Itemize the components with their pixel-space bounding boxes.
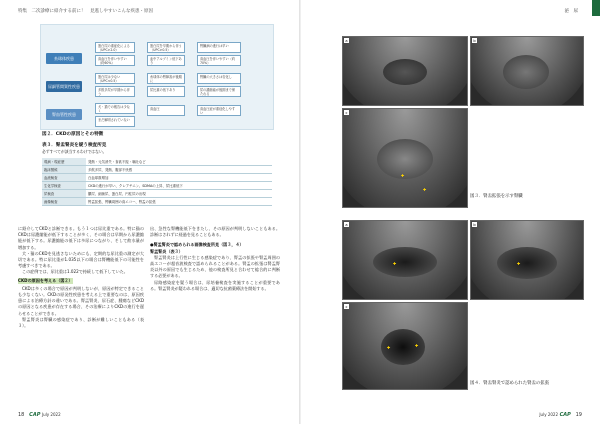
figure-box: 高血圧を伴いやすい（約70%） bbox=[197, 55, 241, 66]
table-key-cell: 血液検査 bbox=[42, 174, 86, 182]
left-column-1 bbox=[18, 226, 144, 398]
ultrasound-4b: ✚ b bbox=[470, 220, 584, 300]
page-number: 18 bbox=[18, 412, 25, 418]
table-value-cell: 膿尿、細菌尿、蛋白尿、円柱尿の出現 bbox=[86, 190, 272, 198]
table-value-cell: 白血球数増加 bbox=[86, 174, 272, 182]
cause-renovascular: 腎血管性疾患 bbox=[46, 109, 82, 120]
table-key-cell: 尿検査 bbox=[42, 190, 86, 198]
right-footer bbox=[539, 412, 582, 418]
paragraph: 腎盂腎炎は腎臓の感染症であり、診断が難しいこともある（表３）。 bbox=[18, 316, 144, 329]
ultrasound-4c: ✚ ✚ c bbox=[342, 302, 468, 390]
ultrasound-3c: ✚ ✚ c bbox=[342, 108, 468, 208]
figure-box: 尿の濃縮能が後期まで保たれる bbox=[197, 86, 241, 97]
table-row bbox=[42, 158, 272, 166]
figure-box: 尿比重の低下あり bbox=[147, 86, 185, 97]
issue-date: July 2022 bbox=[41, 412, 61, 417]
paragraph: 犬・猫のCKDを見逃さないためにも、定期的な尿比重の測定が大切である。特に尿比重が1.035以下の場合は腎機能低下の可能性を考慮すべきである。 bbox=[18, 250, 144, 269]
running-head: 特集 二次診療に紹介する前に！ 見逃しやすいこんな疾患・原因 bbox=[18, 9, 153, 14]
left-footer bbox=[18, 412, 61, 418]
figure-box: 高血圧を伴いやすい（約60%） bbox=[95, 55, 135, 66]
paragraph: 尿路感染症を疑う場合は、尿培養検査を実施することが重要である。腎盂腎炎が疑われる場合は、適切な抗菌薬療法を開始する。 bbox=[150, 279, 280, 291]
cap-logo: CAP bbox=[559, 412, 571, 418]
figure-box: 蛋白尿を早期から伴う（UPC>0.5） bbox=[147, 42, 185, 53]
panel-tag: b bbox=[473, 38, 476, 43]
table-key-cell: 画像検査 bbox=[42, 198, 86, 206]
panel-tag: c bbox=[345, 304, 348, 309]
ultrasound-4a: ✚ a bbox=[342, 220, 468, 300]
figure-box: 蛋白尿の重症化による（UPC>2.0） bbox=[95, 42, 135, 53]
figure-box: 糸球体の腎障害が後期に bbox=[147, 73, 185, 84]
figure-2-diagram bbox=[40, 24, 274, 130]
table-row bbox=[42, 198, 272, 206]
figure-box: 腎臓病の進行は早い bbox=[197, 42, 241, 53]
issue-date: July 2022 bbox=[539, 412, 559, 417]
panel-tag: a bbox=[345, 222, 348, 227]
paragraph: この症例では、尿比重は1.022で持続して低下していた。 bbox=[22, 269, 128, 275]
section-tab-label: 泌 尿 bbox=[564, 9, 578, 14]
cap-logo: CAP bbox=[29, 412, 41, 418]
table-key-cell: 現病・現症歴 bbox=[42, 158, 86, 166]
cause-glomerular: 糸球体疾患 bbox=[46, 53, 82, 64]
table-key-cell: 生化学検査 bbox=[42, 182, 86, 190]
table-3-subtitle: 必ずすべてが該当するわけではない。 bbox=[42, 149, 107, 154]
page-number: 19 bbox=[575, 412, 582, 418]
table-row bbox=[42, 166, 272, 174]
table-value-cell: 発熱・元気消失・食欲不振・嘔吐など bbox=[86, 158, 272, 166]
figure-3-caption: 図３．腎盂拡張を示す腎臓 bbox=[470, 194, 523, 199]
figure-box: 高血圧症が重症化しやすい bbox=[197, 105, 241, 116]
panel-tag: a bbox=[345, 38, 348, 43]
figure-box: 多飲多尿が早期から伴う bbox=[95, 86, 135, 97]
table-row bbox=[42, 174, 272, 182]
paragraph: 腎盂腎炎は上行性に生じる感染症であり、腎盂の拡張や腎盂周囲の高エコーが超音波検査で認められることがある。腎盂の拡張は腎盂腎炎以外の原因でも生じるため、他の検査所見と合わせて総合的に判断する必要がある。 bbox=[150, 254, 280, 279]
paragraph: に紹介してCKDと診断できる。もう１つは尿比重である。特に猫のCKDは尿濃縮能が低下することが多く、その場合は早期から尿濃縮能が低下する。尿濃縮能の低下は多尿につながり、そして飲水量が増加する。 bbox=[18, 226, 144, 250]
figure-box: 犬・猫での報告は少なく bbox=[95, 103, 135, 114]
table-value-cell: 多飲多尿、発熱、腹部不快感 bbox=[86, 166, 272, 174]
figure-box: まだ解明されていない bbox=[95, 116, 135, 127]
figure-box: 血中アルブミン低下あり bbox=[147, 55, 185, 66]
cause-tubulointerstitial: 尿細管間質性疾患 bbox=[46, 81, 82, 92]
panel-tag: b bbox=[473, 222, 476, 227]
table-row bbox=[42, 182, 272, 190]
figure-2-caption: 図２．CKDの原因とその特徴 bbox=[42, 132, 104, 137]
figure-box: 腎臓の大きさは変化し bbox=[197, 73, 241, 84]
ultrasound-3b bbox=[470, 36, 584, 106]
table-key-cell: 臨床徴候 bbox=[42, 166, 86, 174]
right-page bbox=[300, 0, 600, 424]
section-tab bbox=[592, 0, 600, 16]
table-3 bbox=[42, 158, 272, 206]
panel-tag: c bbox=[345, 110, 348, 115]
paragraph: CKDは多くの場合で原因が判明しないが、原因が特定できることも少なくない。CKDの原発性疾患を考える上で重要なのは、原因疾患による治療方針の違いである。腎盂腎炎、尿石症、腫瘍などCKDの原因となる疾患が存在する場合、その治療によりCKDの進行を遅らせることができる。 bbox=[18, 285, 144, 316]
subsection-heading: 腎盂腎炎（表３） bbox=[150, 248, 183, 254]
section-heading: CKDの原因を考える（図２） bbox=[18, 277, 73, 283]
figure-box: 蛋白尿は少ない（UPC<0.5） bbox=[95, 73, 135, 84]
table-value-cell: CKDの進行が早い、クレアチニン、SDMAの上昇、尿比重低下 bbox=[86, 182, 272, 190]
figure-4-caption: 図４．腎盂腎炎で認められた腎盂の拡張 bbox=[470, 381, 550, 386]
ultrasound-3a bbox=[342, 36, 468, 106]
paragraph: 出、急性な腎機能低下をきたし、その原因が判明しないこともある。診断はされずに経過を見ることもある。 bbox=[150, 226, 280, 238]
section-heading: ●腎盂腎炎で認められる画像検査所見（図３，４） bbox=[150, 242, 244, 248]
table-3-title: 表３．腎盂腎炎を疑う検査所見 bbox=[42, 143, 107, 148]
table-value-cell: 腎盂拡張、腎臓周囲の高エコー、腎盂の拡張 bbox=[86, 198, 272, 206]
figure-box: 高血圧 bbox=[147, 105, 185, 116]
left-column-2 bbox=[150, 226, 280, 398]
table-row bbox=[42, 190, 272, 198]
